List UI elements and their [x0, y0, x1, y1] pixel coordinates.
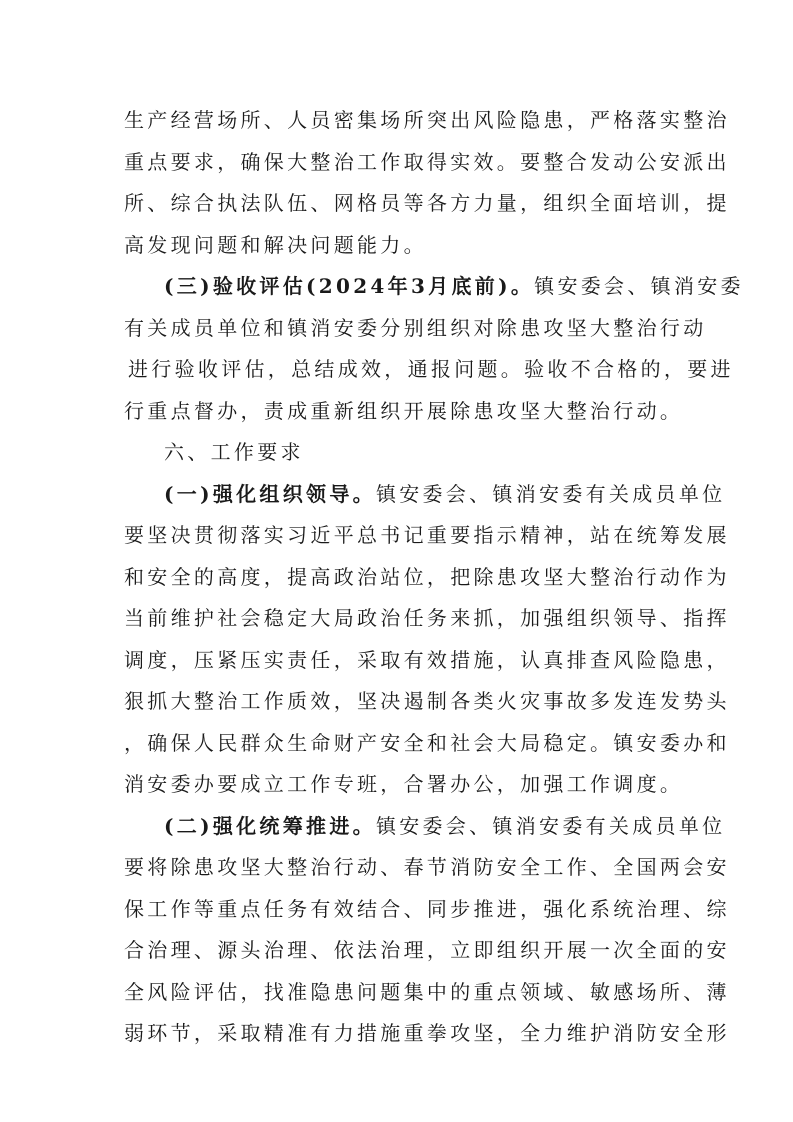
text-segment: 行重点督办，责成重新组织开展除患攻坚大整治行动。 [124, 399, 684, 423]
text-line [124, 312, 707, 344]
text-segment: 镇安委会、镇消安委 [534, 274, 744, 298]
text-segment: 所、综合执法队伍、网格员等各方力量，组织全面培训，提 [124, 191, 730, 215]
text-line [124, 146, 730, 178]
text-segment: 保工作等重点任务有效结合、同步推进，强化系统治理、综 [124, 897, 730, 921]
text-segment: 调度，压紧压实责任，采取有效措施，认真排查风险隐患， [124, 648, 730, 672]
text-segment: 生产经营场所、人员密集场所突出风险隐患，严格落实整治 [124, 108, 730, 132]
text-line [124, 768, 684, 800]
text-line [124, 644, 730, 676]
text-segment: 消安委办要成立工作专班，合署办公，加强工作调度。 [124, 772, 684, 796]
text-segment: 高发现问题和解决问题能力。 [124, 233, 427, 257]
text-segment: 狠抓大整治工作质效，坚决遏制各类火灾事故多发连发势头 [124, 689, 730, 713]
text-line [124, 934, 730, 966]
section-heading: (三)验收评估(2024年3月底前)。 [164, 274, 535, 298]
text-line [124, 187, 730, 219]
text-segment: 弱环节，采取精准有力措施重拳攻坚，全力维护消防安全形 [124, 1021, 730, 1045]
text-line [124, 395, 684, 427]
text-line [124, 727, 730, 759]
text-segment: ，确保人民群众生命财产安全和社会大局稳定。镇安委办和 [124, 731, 730, 755]
text-line [124, 229, 684, 261]
text-line [124, 685, 730, 717]
text-line [124, 561, 730, 593]
chapter-heading-line [164, 436, 684, 468]
section-heading-line [164, 478, 726, 510]
text-segment: 要将除患攻坚大整治行动、春节消防安全工作、全国两会安 [124, 855, 730, 879]
text-line [124, 602, 730, 634]
section-heading: (二)强化统筹推进。 [164, 814, 376, 838]
text-segment: 全风险评估，找准隐患问题集中的重点领域、敏感场所、薄 [124, 980, 730, 1004]
text-line [124, 893, 730, 925]
text-segment: 有关成员单位和镇消安委分别组织对除患攻坚大整治行动 [124, 316, 707, 340]
text-segment: 镇安委会、镇消安委有关成员单位 [375, 482, 726, 506]
text-segment: 当前维护社会稳定大局政治任务来抓，加强组织领导、指挥 [124, 606, 730, 630]
section-heading-line [164, 810, 726, 842]
text-line [128, 353, 734, 385]
text-line [124, 976, 730, 1008]
section-heading-line [164, 270, 744, 302]
section-heading: (一)强化组织领导。 [164, 482, 376, 506]
text-segment: 合治理、源头治理、依法治理，立即组织开展一次全面的安 [124, 938, 730, 962]
chapter-heading: 六、工作要求 [164, 440, 304, 464]
text-segment: 进行验收评估，总结成效，通报问题。验收不合格的，要进 [128, 357, 734, 381]
text-line [124, 1017, 730, 1049]
text-segment: 重点要求，确保大整治工作取得实效。要整合发动公安派出 [124, 150, 730, 174]
text-line [124, 519, 730, 551]
text-segment: 要坚决贯彻落实习近平总书记重要指示精神，站在统筹发展 [124, 523, 730, 547]
text-line [124, 104, 730, 136]
text-segment: 和安全的高度，提高政治站位，把除患攻坚大整治行动作为 [124, 565, 730, 589]
text-segment: 镇安委会、镇消安委有关成员单位 [375, 814, 726, 838]
text-line [124, 851, 730, 883]
